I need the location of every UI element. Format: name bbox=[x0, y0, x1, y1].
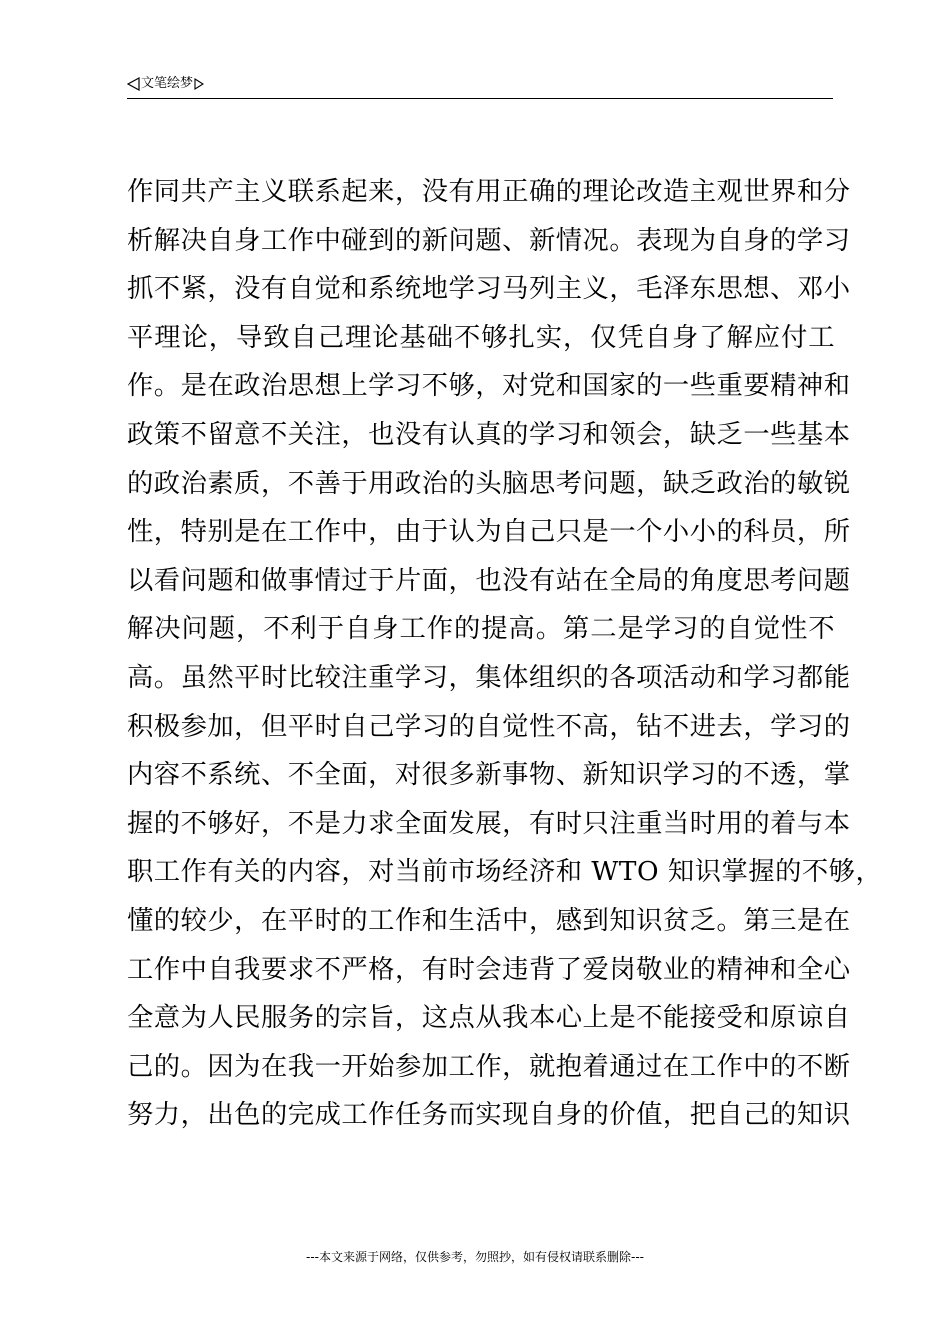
body-line: 抓不紧，没有自觉和系统地学习马列主义，毛泽东思想、邓小 bbox=[127, 274, 851, 305]
triangle-right-outline-icon bbox=[194, 78, 204, 90]
body-line: 的政治素质，不善于用政治的头脑思考问题，缺乏政治的敏锐 bbox=[127, 468, 851, 499]
triangle-left-outline-icon bbox=[127, 77, 140, 91]
body-line: 懂的较少，在平时的工作和生活中，感到知识贫乏。第三是在 bbox=[127, 905, 851, 936]
body-line: 解决问题，不利于自身工作的提高。第二是学习的自觉性不 bbox=[127, 614, 835, 645]
body-line: 积极参加，但平时自己学习的自觉性不高，钻不进去，学习的 bbox=[127, 711, 851, 742]
body-line: 高。虽然平时比较注重学习，集体组织的各项活动和学习都能 bbox=[127, 662, 851, 693]
body-line: 职工作有关的内容，对当前市场经济和 WTO 知识掌握的不够， bbox=[127, 857, 883, 888]
header-title-group bbox=[127, 76, 204, 92]
document-body bbox=[127, 168, 883, 1140]
body-line: 己的。因为在我一开始参加工作，就抱着通过在工作中的不断 bbox=[127, 1051, 851, 1082]
body-line: 平理论，导致自己理论基础不够扎实，仅凭自身了解应付工 bbox=[127, 322, 835, 353]
body-line: 全意为人民服务的宗旨，这点从我本心上是不能接受和原谅自 bbox=[127, 1003, 851, 1034]
body-line: 作同共产主义联系起来，没有用正确的理论改造主观世界和分 bbox=[127, 177, 851, 207]
body-line: 政策不留意不关注，也没有认真的学习和领会，缺乏一些基本 bbox=[127, 419, 851, 450]
body-line: 以看问题和做事情过于片面，也没有站在全局的角度思考问题 bbox=[127, 565, 851, 596]
body-line: 作。是在政治思想上学习不够，对党和国家的一些重要精神和 bbox=[127, 371, 851, 402]
body-line: 析解决自身工作中碰到的新问题、新情况。表现为自身的学习 bbox=[127, 225, 851, 256]
body-line: 握的不够好，不是力求全面发展，有时只注重当时用的着与本 bbox=[127, 808, 851, 839]
body-line: 努力，出色的完成工作任务而实现自身的价值，把自己的知识 bbox=[127, 1100, 851, 1131]
body-line: 性，特别是在工作中，由于认为自己只是一个小小的科员，所 bbox=[127, 517, 851, 548]
page-header bbox=[127, 74, 833, 99]
body-line: 工作中自我要求不严格，有时会违背了爱岗敬业的精神和全心 bbox=[127, 954, 851, 985]
page-footer: ---本文来源于网络，仅供参考，勿照抄，如有侵权请联系删除--- bbox=[306, 1250, 644, 1264]
header-title: 文笔绘梦 bbox=[141, 76, 194, 91]
body-line: 内容不系统、不全面，对很多新事物、新知识学习的不透，掌 bbox=[127, 760, 851, 791]
